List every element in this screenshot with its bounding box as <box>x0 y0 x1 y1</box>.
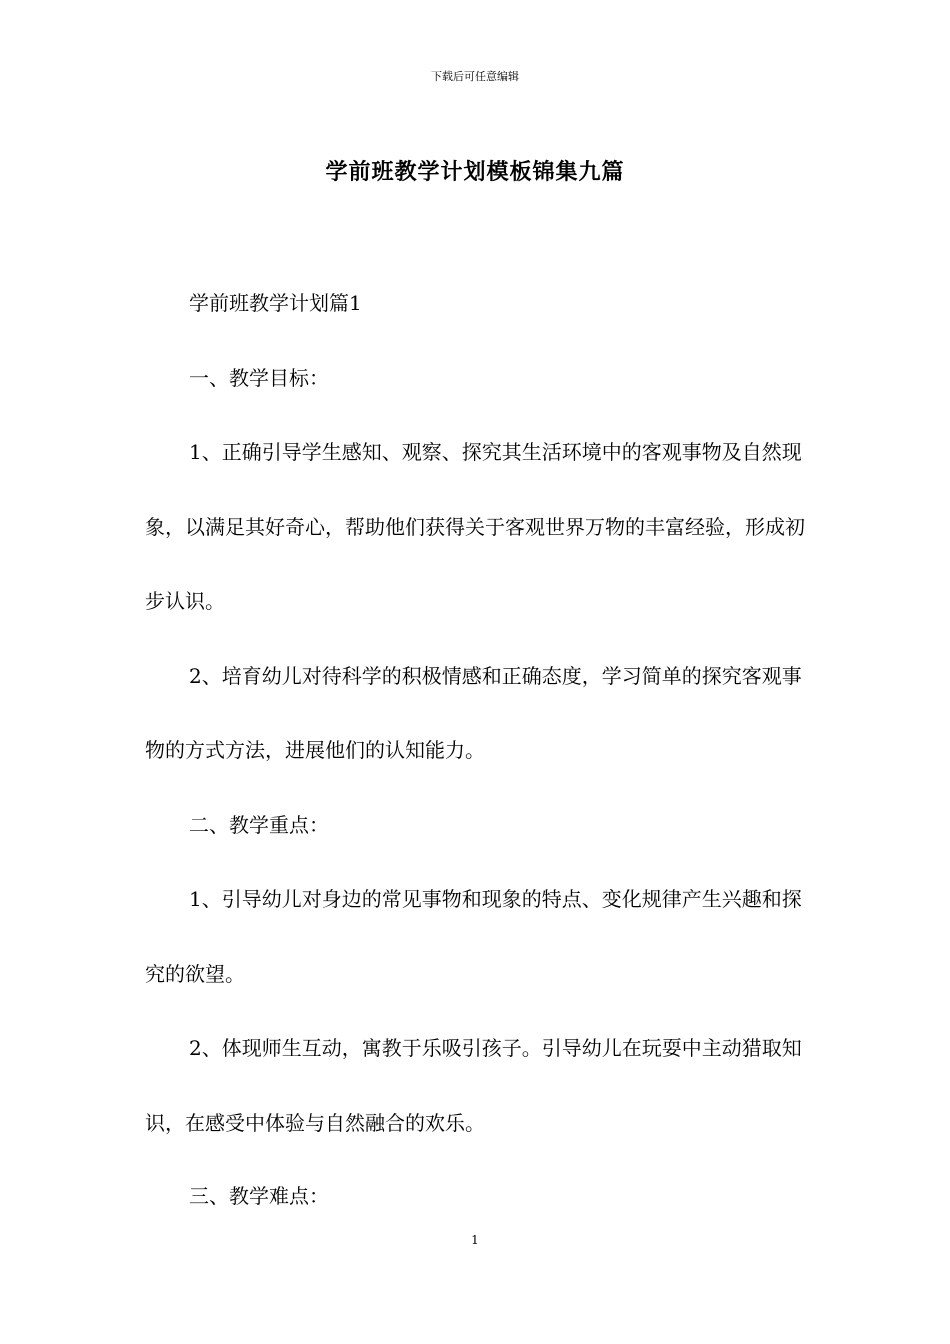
body-paragraph: 2、体现师生互动，寓教于乐吸引孩子。引导幼儿在玩耍中主动猎取知识，在感受中体验与自然融合的欢乐。 <box>145 1036 802 1135</box>
section-heading: 一、教学目标： <box>189 365 329 390</box>
section-heading: 学前班教学计划篇1 <box>189 291 362 315</box>
page-number: 1 <box>471 1233 479 1247</box>
section-heading: 二、教学重点： <box>189 812 329 837</box>
document-body <box>145 266 807 1160</box>
body-paragraph: 2、培育幼儿对待科学的积极情感和正确态度，学习简单的探究客观事物的方式方法，进展他们的认知能力。 <box>145 663 802 762</box>
document-title: 学前班教学计划模板锦集九篇 <box>325 159 625 185</box>
body-paragraph: 1、引导幼儿对身边的常见事物和现象的特点、变化规律产生兴趣和探究的欲望。 <box>145 887 802 986</box>
section-heading: 三、教学难点： <box>189 1184 329 1208</box>
body-paragraph: 1、正确引导学生感知、观察、探究其生活环境中的客观事物及自然现象，以满足其好奇心，帮助他们获得关于客观世界万物的丰富经验，形成初步认识。 <box>145 440 805 613</box>
page-header-note: 下载后可任意编辑 <box>431 70 519 83</box>
document-body-continued <box>145 1159 807 1234</box>
